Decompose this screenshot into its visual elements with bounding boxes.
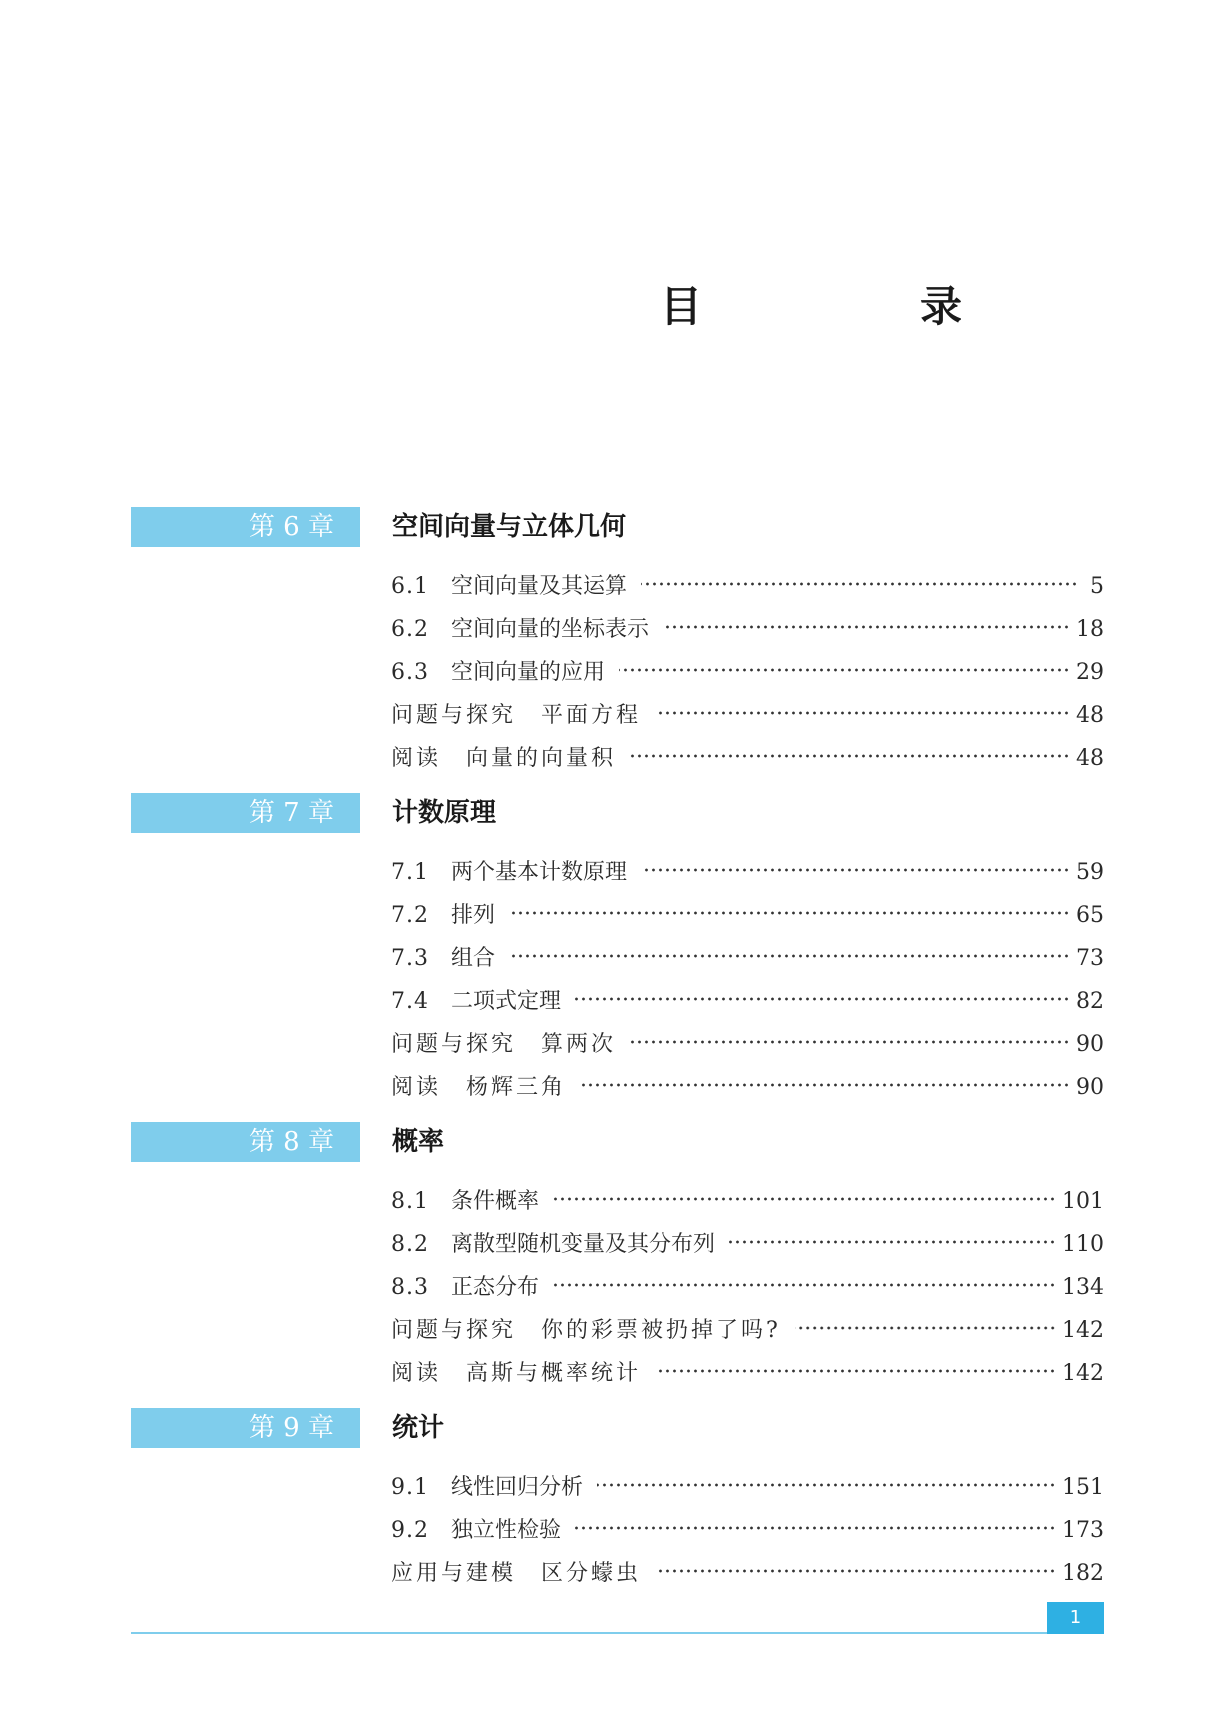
chapter-badge: 第 7 章 xyxy=(131,793,360,833)
section-title: 二项式定理 xyxy=(451,989,562,1014)
page-ref: 101 xyxy=(1062,1189,1104,1214)
section-title: 空间向量及其运算 xyxy=(451,574,628,599)
toc-entry[interactable] xyxy=(391,698,1104,728)
page-ref: 82 xyxy=(1076,989,1104,1014)
dot-leader xyxy=(553,1197,1056,1201)
section-number: 7.2 xyxy=(391,903,429,928)
section-title: 问题与探究 平面方程 xyxy=(391,703,642,728)
dot-leader xyxy=(655,711,1070,715)
toc-entry[interactable] xyxy=(391,655,1104,685)
dot-leader xyxy=(575,997,1070,1001)
section-title: 排列 xyxy=(451,903,496,928)
page-ref: 110 xyxy=(1062,1232,1104,1257)
toc-entry[interactable] xyxy=(391,1513,1104,1543)
toc-entry[interactable] xyxy=(391,741,1104,771)
toc-entry[interactable] xyxy=(391,612,1104,642)
dot-leader xyxy=(641,582,1078,586)
dot-leader xyxy=(630,1040,1070,1044)
section-number: 7.1 xyxy=(391,860,429,885)
toc-entry[interactable] xyxy=(391,855,1104,885)
chapter-header xyxy=(0,793,1225,833)
section-number: 7.4 xyxy=(391,989,429,1014)
section-title: 线性回归分析 xyxy=(451,1475,584,1500)
toc-entry[interactable] xyxy=(391,984,1104,1014)
chapter-badge: 第 6 章 xyxy=(131,507,360,547)
page-ref: 59 xyxy=(1076,860,1104,885)
dot-leader xyxy=(597,1483,1056,1487)
dot-leader xyxy=(795,1326,1056,1330)
section-number: 7.3 xyxy=(391,946,429,971)
page-ref: 18 xyxy=(1076,617,1104,642)
section-title: 应用与建模 区分蠓虫 xyxy=(391,1561,642,1586)
section-number: 8.1 xyxy=(391,1189,429,1214)
page-title: 目 录 xyxy=(660,282,1051,331)
dot-leader xyxy=(663,625,1070,629)
section-title: 问题与探究 你的彩票被扔掉了吗? xyxy=(391,1318,781,1343)
toc-entry[interactable] xyxy=(391,1556,1104,1586)
dot-leader xyxy=(630,754,1070,758)
section-number: 9.2 xyxy=(391,1518,429,1543)
dot-leader xyxy=(641,868,1070,872)
section-number: 6.2 xyxy=(391,617,429,642)
page-ref: 90 xyxy=(1076,1075,1104,1100)
dot-leader xyxy=(729,1240,1056,1244)
section-title: 阅读 高斯与概率统计 xyxy=(391,1361,642,1386)
section-number: 9.1 xyxy=(391,1475,429,1500)
toc-entry[interactable] xyxy=(391,941,1104,971)
page-ref: 90 xyxy=(1076,1032,1104,1057)
dot-leader xyxy=(509,911,1070,915)
section-title: 阅读 向量的向量积 xyxy=(391,746,617,771)
section-title: 条件概率 xyxy=(451,1189,540,1214)
chapter-title: 空间向量与立体几何 xyxy=(392,512,627,542)
page-ref: 5 xyxy=(1090,574,1104,599)
chapter-title: 计数原理 xyxy=(392,798,497,828)
section-number: 6.3 xyxy=(391,660,429,685)
chapter-title: 概率 xyxy=(392,1127,445,1157)
page-ref: 65 xyxy=(1076,903,1104,928)
toc-entry[interactable] xyxy=(391,898,1104,928)
dot-leader xyxy=(553,1283,1056,1287)
chapter-badge: 第 8 章 xyxy=(131,1122,360,1162)
section-title: 两个基本计数原理 xyxy=(451,860,628,885)
section-title: 空间向量的坐标表示 xyxy=(451,617,650,642)
dot-leader xyxy=(509,954,1070,958)
toc-entry[interactable] xyxy=(391,1027,1104,1057)
page-ref: 182 xyxy=(1062,1561,1104,1586)
page-ref: 48 xyxy=(1076,703,1104,728)
dot-leader xyxy=(575,1526,1056,1530)
section-number: 8.2 xyxy=(391,1232,429,1257)
page-ref: 48 xyxy=(1076,746,1104,771)
dot-leader xyxy=(655,1569,1056,1573)
section-title: 离散型随机变量及其分布列 xyxy=(451,1232,716,1257)
section-title: 独立性检验 xyxy=(451,1518,562,1543)
chapter-header xyxy=(0,507,1225,547)
dot-leader xyxy=(580,1083,1070,1087)
page-ref: 142 xyxy=(1062,1318,1104,1343)
toc-entry[interactable] xyxy=(391,1470,1104,1500)
page-ref: 29 xyxy=(1076,660,1104,685)
section-title: 空间向量的应用 xyxy=(451,660,606,685)
chapter-header xyxy=(0,1122,1225,1162)
toc-entry[interactable] xyxy=(391,1313,1104,1343)
section-title: 问题与探究 算两次 xyxy=(391,1032,617,1057)
page-ref: 134 xyxy=(1062,1275,1104,1300)
page-number: 1 xyxy=(1047,1602,1104,1634)
section-number: 6.1 xyxy=(391,574,429,599)
dot-leader xyxy=(655,1369,1056,1373)
dot-leader xyxy=(619,668,1070,672)
chapter-header xyxy=(0,1408,1225,1448)
section-title: 组合 xyxy=(451,946,496,971)
chapter-title: 统计 xyxy=(392,1413,445,1443)
page-ref: 173 xyxy=(1062,1518,1104,1543)
chapter-badge: 第 9 章 xyxy=(131,1408,360,1448)
toc-entry[interactable] xyxy=(391,1270,1104,1300)
footer-rule xyxy=(131,1632,1104,1634)
toc-entry[interactable] xyxy=(391,569,1104,599)
page-ref: 142 xyxy=(1062,1361,1104,1386)
page-ref: 73 xyxy=(1076,946,1104,971)
toc-entry[interactable] xyxy=(391,1356,1104,1386)
page-ref: 151 xyxy=(1062,1475,1104,1500)
toc-entry[interactable] xyxy=(391,1184,1104,1214)
toc-entry[interactable] xyxy=(391,1227,1104,1257)
toc-entry[interactable] xyxy=(391,1070,1104,1100)
section-number: 8.3 xyxy=(391,1275,429,1300)
section-title: 阅读 杨辉三角 xyxy=(391,1075,567,1100)
section-title: 正态分布 xyxy=(451,1275,540,1300)
